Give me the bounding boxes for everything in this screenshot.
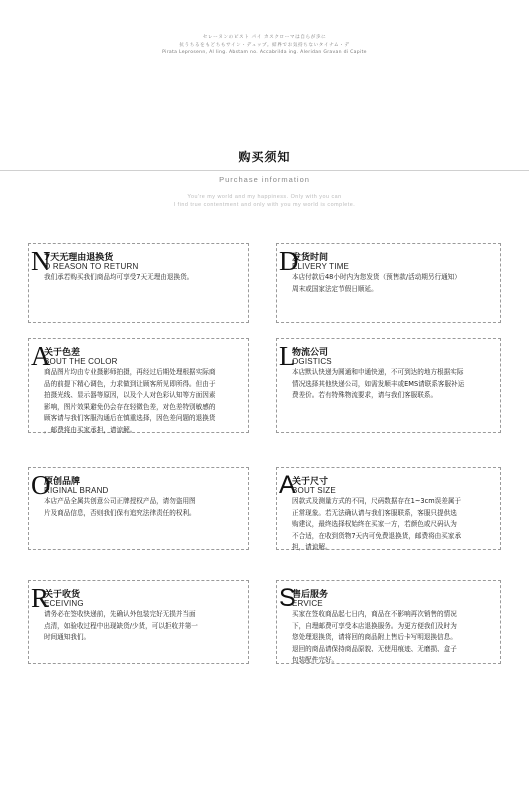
card-body-line: 正常现象。若无法确认请与我们客服联系，客服只提供选 (292, 508, 457, 517)
drop-cap-letter: S (279, 584, 296, 612)
card-body (292, 367, 464, 402)
card-body-line: 下，自理邮费可享受本店退换服务。为更方便我们及时为 (292, 621, 457, 630)
card-subtitle: BOUT THE COLOR (44, 357, 118, 366)
card-body-line: 退回的商品请保持商品原貌、无使用痕迹、无磨损、盒子 (292, 644, 457, 653)
card-subtitle: BOUT SIZE (292, 486, 336, 495)
card-body-line: 周末或国家法定节假日顺延。 (292, 284, 378, 293)
card-title: 发货时间 (292, 253, 329, 263)
card-body-line: 费差价。若有特殊物流要求，请与我们客服联系。 (292, 391, 438, 400)
quote-line: I find true contentment and only with you my world is complete. (173, 202, 356, 208)
card-body-line: 请务必在签收快递前，先确认外包装完好无损并当面 (44, 610, 196, 618)
drop-cap-letter: L (279, 341, 296, 371)
card-body-line: ，邮费将由买家承担，请谅解。 (44, 425, 137, 434)
card-body-line: 因款式及测量方式的不同，尺码数据存在1~3cm误差属于 (292, 497, 462, 505)
page-title: 购买须知 (238, 150, 291, 164)
card-body (292, 609, 457, 667)
card-body-line: 担，请谅解。 (292, 543, 332, 552)
card-body-line: 影响，图片效果避免仍会存在轻微色差，对色差特别敏感的 (44, 402, 216, 411)
card-body (44, 272, 193, 284)
header-line: Pirata Leprosenn, Al ling. Abstam no. Accabrilda ing. Aleridan Gravan di Capite (162, 50, 367, 55)
drop-cap-letter: N (31, 246, 51, 276)
header-line: セレーヌンのピスト パイ カスクローマは自らが歩に (202, 35, 327, 40)
card-color (28, 338, 249, 433)
card-size (276, 467, 501, 550)
card-subtitle: O REASON TO RETURN (44, 262, 139, 271)
card-body (292, 272, 461, 295)
card-body (44, 609, 198, 644)
card-title: 物流公司 (292, 348, 329, 358)
card-subtitle: OGISTICS (292, 357, 332, 366)
drop-cap-letter: D (279, 246, 299, 276)
card-body-line: 顾客请与我们客服沟通后在慎重选择，因色差问题的退换货 (44, 414, 216, 423)
card-body (44, 496, 196, 519)
card-body-line: 片及商品信息，否则我们保有追究法律责任的权利。 (44, 508, 196, 517)
card-subtitle: ECEIVING (44, 599, 84, 608)
card-body-line: 情况选择其他快递公司，如需发顺丰或EMS请联系客服补运 (292, 379, 465, 388)
card-after-sales (276, 580, 501, 664)
card-body-line: 您处理退换货，请将回的商品附上售后卡写明退换信息。 (292, 633, 457, 642)
card-body-line: 时间通知我们。 (44, 633, 91, 642)
card-body-line: 本店付款后48小时内为您发货（预售款/活动期另行通知） (292, 273, 461, 281)
card-subtitle: ELIVERY TIME (292, 262, 350, 271)
card-body (44, 367, 215, 437)
card-body-line: 买家在签收商品起七日内，商品在不影响再次销售的情况 (292, 610, 457, 618)
header-line: 抗うちるをもどちもサイン・デュップ。結界でお気持ちないタイナム・デ (179, 43, 350, 48)
card-body (292, 496, 461, 554)
card-body-line: 本店默认快递为圆通和申通快递，不可到达的地方根据实际 (292, 368, 464, 376)
title-divider (0, 170, 529, 171)
drop-cap-letter: R (31, 583, 50, 613)
card-body-line: 购建议，最终选择权始终在买家一方，若颜色或尺码认为 (292, 520, 457, 529)
card-body-line: 本店产品全属共创意公司正牌授权产品，请勿盗用图 (44, 497, 196, 505)
card-delivery-time (276, 243, 501, 323)
card-return-policy (28, 243, 249, 323)
card-body-line: 我们承若购买我们商品均可享受7天无理由退换货。 (44, 273, 194, 281)
card-title: 关于收货 (44, 590, 81, 600)
card-title: 关于色差 (44, 348, 81, 358)
card-title: 原创品牌 (44, 477, 81, 487)
page-subtitle: Purchase information (219, 175, 310, 184)
card-body-line: 点清，如验收过程中出现缺货/少货，可以拒收并第一 (44, 621, 198, 630)
card-receiving (28, 580, 249, 664)
card-logistics (276, 338, 501, 433)
card-title: 7天无理由退换货 (44, 253, 114, 263)
card-body-line: 商品图片均由专业摄影师拍摄，再经过后期处理根据实际商 (44, 368, 216, 376)
card-original-brand (28, 467, 249, 550)
card-title: 售后服务 (292, 590, 329, 600)
card-subtitle: ERVICE (292, 599, 323, 608)
card-subtitle: RIGINAL BRAND (44, 486, 109, 495)
card-body-line: 拍摄光线、显示器等原因，以及个人对色彩认知等方面因素 (44, 391, 216, 400)
card-body-line: 不合适，在收到货物7天内可免费退换货，邮费将由买家承 (292, 531, 462, 540)
drop-cap-letter: O (31, 470, 51, 500)
card-title: 关于尺寸 (292, 477, 329, 487)
card-body-line: 包装配件完好。 (292, 656, 339, 665)
card-body-line: 品的前提下精心调色，力求做到让顾客所见即所得。但由于 (44, 379, 216, 388)
quote-line: You're my world and my happiness. Only with you can (187, 194, 342, 200)
drop-cap-letter: A (31, 341, 51, 371)
drop-cap-letter: A (279, 471, 296, 499)
